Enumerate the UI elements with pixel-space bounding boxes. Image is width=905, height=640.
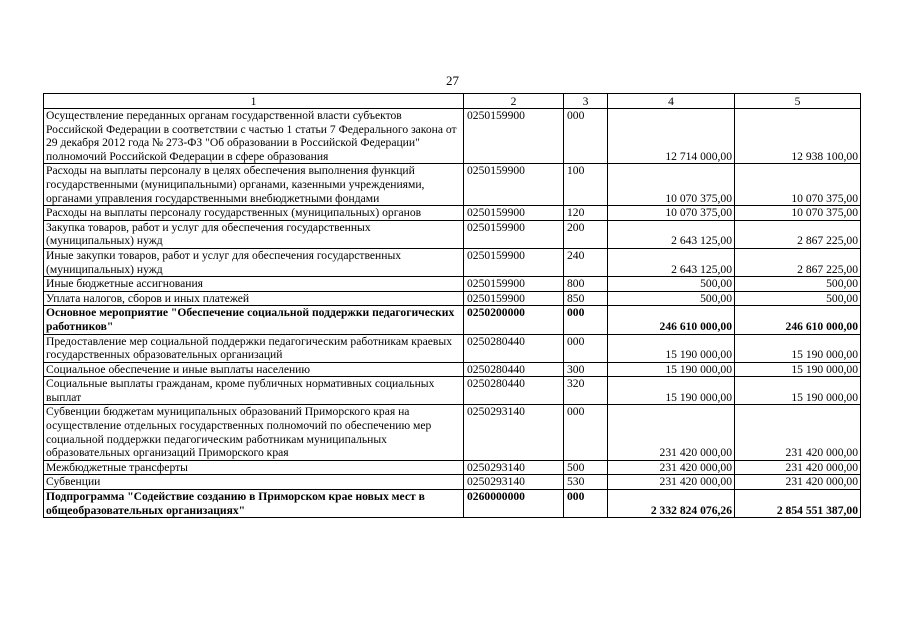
row-sum2-cell: 246 610 000,00 [735, 306, 861, 334]
row-sum1-cell: 10 070 375,00 [608, 206, 735, 221]
row-sum1-cell: 2 643 125,00 [608, 248, 735, 276]
table-row [44, 475, 861, 490]
row-sum1-cell: 12 714 000,00 [608, 109, 735, 164]
table-row [44, 109, 861, 164]
row-sum2-cell: 2 867 225,00 [735, 248, 861, 276]
row-type-cell: 200 [564, 220, 608, 248]
row-type-cell: 240 [564, 248, 608, 276]
row-sum2-cell: 2 867 225,00 [735, 220, 861, 248]
row-sum1-cell: 15 190 000,00 [608, 377, 735, 405]
row-sum1-cell: 231 420 000,00 [608, 460, 735, 475]
row-type-cell: 000 [564, 306, 608, 334]
row-name-cell: Уплата налогов, сборов и иных платежей [44, 291, 464, 306]
row-code-cell: 0250200000 [464, 306, 564, 334]
row-sum1-cell: 15 190 000,00 [608, 362, 735, 377]
row-code-cell: 0250159900 [464, 109, 564, 164]
header-cell-1: 1 [44, 94, 464, 109]
table-row [44, 377, 861, 405]
row-name-cell: Основное мероприятие "Обеспечение социальной поддержки педагогических работников" [44, 306, 464, 334]
table-row [44, 220, 861, 248]
row-type-cell: 500 [564, 460, 608, 475]
header-cell-4: 4 [608, 94, 735, 109]
row-code-cell: 0250159900 [464, 277, 564, 292]
table-row [44, 490, 861, 518]
row-sum2-cell: 15 190 000,00 [735, 362, 861, 377]
row-code-cell: 0250159900 [464, 220, 564, 248]
header-cell-2: 2 [464, 94, 564, 109]
row-sum2-cell: 231 420 000,00 [735, 460, 861, 475]
row-sum2-cell: 15 190 000,00 [735, 334, 861, 362]
row-code-cell: 0250159900 [464, 291, 564, 306]
row-name-cell: Субвенции бюджетам муниципальных образований Приморского края на осуществление отдельных государственных полномочий по обеспечению мер социальной поддержки педагогическим работникам муниципальных образовательных организаций Приморского края [44, 405, 464, 460]
table-row [44, 334, 861, 362]
table-row [44, 291, 861, 306]
table-row [44, 277, 861, 292]
row-sum2-cell: 12 938 100,00 [735, 109, 861, 164]
header-row [44, 94, 861, 109]
row-sum2-cell: 10 070 375,00 [735, 164, 861, 206]
row-sum2-cell: 231 420 000,00 [735, 405, 861, 460]
table-row [44, 164, 861, 206]
row-type-cell: 000 [564, 405, 608, 460]
row-sum1-cell: 246 610 000,00 [608, 306, 735, 334]
row-code-cell: 0250293140 [464, 460, 564, 475]
row-sum2-cell: 500,00 [735, 277, 861, 292]
row-type-cell: 000 [564, 109, 608, 164]
table-row [44, 460, 861, 475]
row-sum1-cell: 15 190 000,00 [608, 334, 735, 362]
row-code-cell: 0250280440 [464, 377, 564, 405]
row-sum1-cell: 2 332 824 076,26 [608, 490, 735, 518]
row-type-cell: 000 [564, 490, 608, 518]
row-code-cell: 0260000000 [464, 490, 564, 518]
row-name-cell: Предоставление мер социальной поддержки педагогическим работникам краевых государственных образовательных организаций [44, 334, 464, 362]
row-name-cell: Расходы на выплаты персоналу государственных (муниципальных) органов [44, 206, 464, 221]
row-type-cell: 530 [564, 475, 608, 490]
row-sum2-cell: 2 854 551 387,00 [735, 490, 861, 518]
row-code-cell: 0250280440 [464, 334, 564, 362]
row-type-cell: 000 [564, 334, 608, 362]
row-sum2-cell: 231 420 000,00 [735, 475, 861, 490]
row-sum1-cell: 500,00 [608, 291, 735, 306]
row-type-cell: 800 [564, 277, 608, 292]
row-code-cell: 0250280440 [464, 362, 564, 377]
row-code-cell: 0250159900 [464, 248, 564, 276]
row-code-cell: 0250293140 [464, 475, 564, 490]
row-sum1-cell: 231 420 000,00 [608, 405, 735, 460]
row-type-cell: 850 [564, 291, 608, 306]
table-row [44, 206, 861, 221]
row-name-cell: Иные бюджетные ассигнования [44, 277, 464, 292]
row-sum2-cell: 15 190 000,00 [735, 377, 861, 405]
row-code-cell: 0250159900 [464, 206, 564, 221]
row-name-cell: Межбюджетные трансферты [44, 460, 464, 475]
row-sum2-cell: 10 070 375,00 [735, 206, 861, 221]
row-name-cell: Иные закупки товаров, работ и услуг для обеспечения государственных (муниципальных) нужд [44, 248, 464, 276]
header-cell-3: 3 [564, 94, 608, 109]
row-code-cell: 0250293140 [464, 405, 564, 460]
header-cell-5: 5 [735, 94, 861, 109]
row-name-cell: Субвенции [44, 475, 464, 490]
table-row [44, 405, 861, 460]
table-row [44, 306, 861, 334]
table-row [44, 362, 861, 377]
row-type-cell: 300 [564, 362, 608, 377]
table-body [44, 94, 861, 518]
row-sum1-cell: 10 070 375,00 [608, 164, 735, 206]
row-sum2-cell: 500,00 [735, 291, 861, 306]
row-code-cell: 0250159900 [464, 164, 564, 206]
page-number: 27 [446, 73, 459, 88]
row-name-cell: Социальные выплаты гражданам, кроме публичных нормативных социальных выплат [44, 377, 464, 405]
row-type-cell: 320 [564, 377, 608, 405]
row-name-cell: Расходы на выплаты персоналу в целях обеспечения выполнения функций государственными (муниципальными) органами, казенными учреждениями, органами управления государственными внебюджетными фондами [44, 164, 464, 206]
row-name-cell: Закупка товаров, работ и услуг для обеспечения государственных (муниципальных) нужд [44, 220, 464, 248]
budget-table [43, 93, 861, 518]
row-name-cell: Социальное обеспечение и иные выплаты населению [44, 362, 464, 377]
row-name-cell: Подпрограмма "Содействие созданию в Приморском крае новых мест в общеобразовательных организациях" [44, 490, 464, 518]
row-type-cell: 120 [564, 206, 608, 221]
row-sum1-cell: 500,00 [608, 277, 735, 292]
row-sum1-cell: 231 420 000,00 [608, 475, 735, 490]
row-name-cell: Осуществление переданных органам государственной власти субъектов Российской Федерации в соответствии с частью 1 статьи 7 Федерального закона от 29 декабря 2012 года № 273-ФЗ "Об образовании в Российской Федерации" полномочий Российской Федерации в сфере образования [44, 109, 464, 164]
row-type-cell: 100 [564, 164, 608, 206]
row-sum1-cell: 2 643 125,00 [608, 220, 735, 248]
table-row [44, 248, 861, 276]
